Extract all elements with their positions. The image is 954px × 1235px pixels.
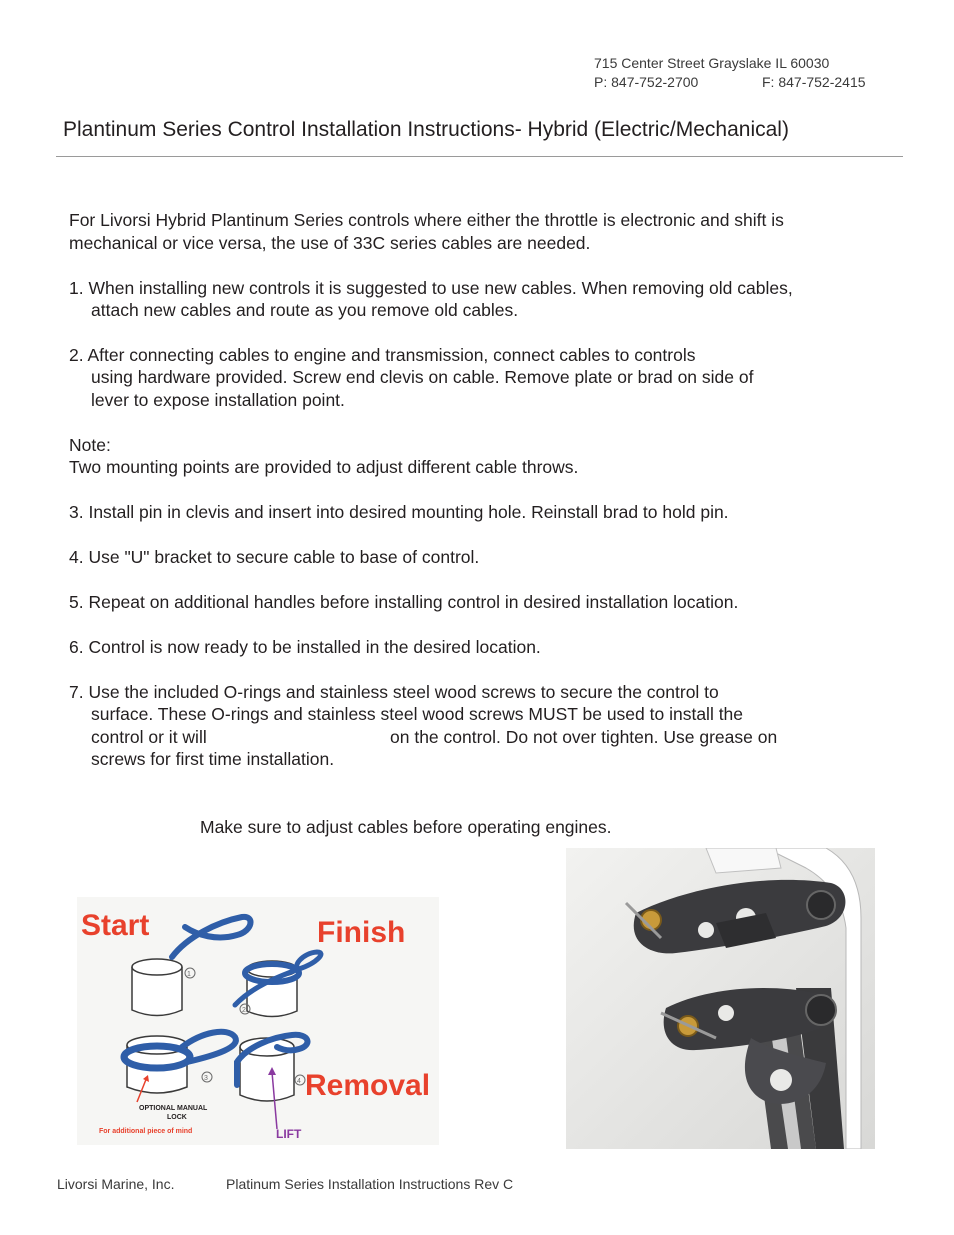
step-7-line-4: screws for first time installation. [91,749,335,769]
intro-line-1: For Livorsi Hybrid Plantinum Series controls where either the throttle is electronic and shift is [69,210,784,230]
diagram-removal-label: Removal [305,1069,431,1102]
step-6: 6. Control is now ready to be installed in the desired location. [69,637,541,657]
oring-diagram [77,897,439,1145]
title-divider [56,156,903,157]
step-7-line-3b: on the control. Do not over tighten. Use grease on [390,727,778,747]
lift-caption: LIFT [276,1127,302,1141]
step-1-line-1: 1. When installing new controls it is suggested to use new cables. When removing old cables, [69,278,793,298]
header-phone: P: 847-752-2700 [594,74,699,90]
page-title: Plantinum Series Control Installation Instructions- Hybrid (Electric/Mechanical) [63,118,789,141]
note-text: Two mounting points are provided to adjust different cable throws. [69,457,579,477]
footer-company: Livorsi Marine, Inc. [57,1176,175,1192]
post-1-icon [132,917,251,1016]
step-4: 4. Use "U" bracket to secure cable to base of control. [69,547,480,567]
control-lever-photo-svg [566,848,875,1149]
step-1-line-2: attach new cables and route as you remove old cables. [91,300,519,320]
header-fax: F: 847-752-2415 [762,74,866,90]
optional-lock-caption-1: OPTIONAL MANUAL [139,1105,208,1112]
intro-line-2: mechanical or vice versa, the use of 33C series cables are needed. [69,233,591,253]
step-7-line-3a: control or it will [91,727,207,747]
adjust-cables-reminder: Make sure to adjust cables before operating engines. [200,817,612,837]
oring-diagram-svg [77,897,439,1145]
svg-text:3: 3 [204,1075,208,1082]
step-3: 3. Install pin in clevis and insert into desired mounting hole. Reinstall brad to hold pin. [69,502,729,522]
step-2-line-1: 2. After connecting cables to engine and transmission, connect cables to controls [69,345,696,365]
post-4-icon [237,1035,307,1129]
step-2-line-3: lever to expose installation point. [91,390,345,410]
optional-lock-caption-2: LOCK [167,1114,187,1121]
footer-document: Platinum Series Installation Instructions Rev C [226,1176,514,1192]
post-3-icon [124,1032,236,1102]
peace-of-mind-caption: For additional piece of mind [99,1128,193,1135]
control-lever-photo [566,848,875,1149]
svg-text:4: 4 [297,1078,301,1085]
step-2-line-2: using hardware provided. Screw end clevis on cable. Remove plate or brad on side of [91,367,754,387]
step-7-line-1: 7. Use the included O-rings and stainless steel wood screws to secure the control to [69,682,719,702]
header-address: 715 Center Street Grayslake IL 60030 [594,55,830,71]
diagram-finish-label: Finish [317,916,406,949]
diagram-start-label: Start [81,909,150,942]
svg-text:2: 2 [242,1007,246,1014]
step-7-line-2: surface. These O-rings and stainless steel wood screws MUST be used to install the [91,704,744,724]
post-2-icon [235,952,321,1017]
step-5: 5. Repeat on additional handles before installing control in desired installation location. [69,592,739,612]
svg-text:1: 1 [187,971,191,978]
note-label: Note: [69,435,111,455]
